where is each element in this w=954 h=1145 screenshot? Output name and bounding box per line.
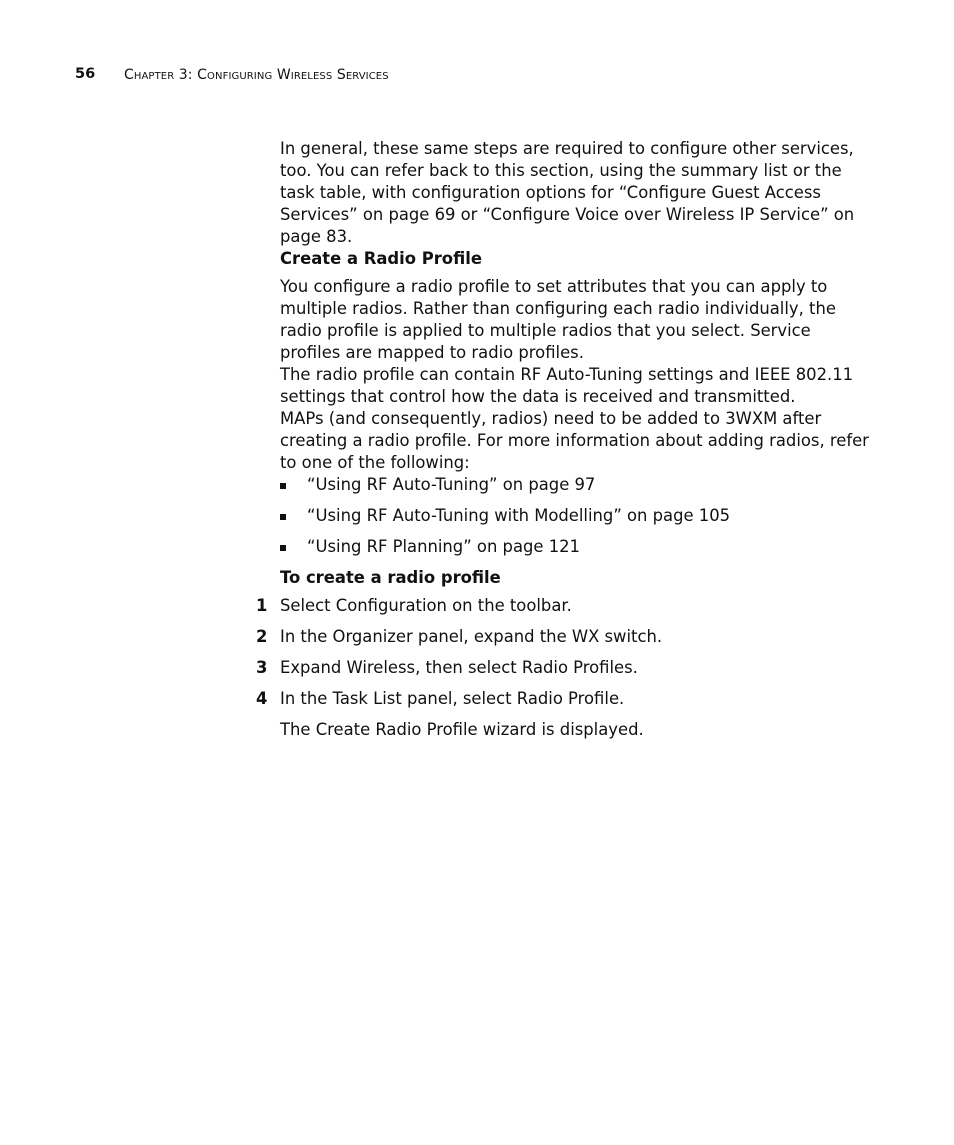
reference-list xyxy=(280,474,870,558)
step-number: 2 xyxy=(256,627,268,646)
section-paragraph-1: You configure a radio profile to set attributes that you can apply to multiple radios. Rather than configuring each radio individually, the radio profile is applied to multiple radios that you select. Service profiles are mapped to radio profiles. xyxy=(280,277,836,362)
list-item[interactable] xyxy=(280,505,870,527)
step-text: Expand Wireless, then select Radio Profiles. xyxy=(280,658,638,677)
procedure-step xyxy=(256,595,870,617)
step-number: 1 xyxy=(256,596,268,615)
square-bullet-icon xyxy=(280,545,286,551)
section-paragraph-2: The radio profile can contain RF Auto-Tuning settings and IEEE 802.11 settings that control how the data is received and transmitted. xyxy=(280,365,854,406)
procedure-steps xyxy=(256,595,870,710)
square-bullet-icon xyxy=(280,483,286,489)
procedure-step xyxy=(256,626,870,648)
procedure-step xyxy=(256,688,870,710)
reference-link[interactable]: “Using RF Auto-Tuning” on page 97 xyxy=(307,475,596,494)
main-content xyxy=(256,138,870,741)
step-number: 4 xyxy=(256,689,268,708)
page-number: 56 xyxy=(75,66,96,82)
running-head: Chapter 3: Configuring Wireless Services xyxy=(124,67,389,83)
step-text: Select Configuration on the toolbar. xyxy=(280,596,572,615)
procedure-result: The Create Radio Profile wizard is displayed. xyxy=(280,720,644,739)
step-number: 3 xyxy=(256,658,268,677)
reference-link[interactable]: “Using RF Auto-Tuning with Modelling” on page 105 xyxy=(307,506,731,525)
intro-paragraph: In general, these same steps are required to configure other services, too. You can refer back to this section, using the summary list or the task table, with configuration options for “Configure Guest Access Services” on page 69 or “Configure Voice over Wireless IP Service” on page 83. xyxy=(280,139,855,246)
list-item[interactable] xyxy=(280,536,870,558)
step-text: In the Task List panel, select Radio Profile. xyxy=(280,689,625,708)
step-text: In the Organizer panel, expand the WX switch. xyxy=(280,627,663,646)
procedure-title: To create a radio profile xyxy=(280,568,501,587)
square-bullet-icon xyxy=(280,514,286,520)
list-item[interactable] xyxy=(280,474,870,496)
section-paragraph-3: MAPs (and consequently, radios) need to be added to 3WXM after creating a radio profile. For more information about adding radios, refer to one of the following: xyxy=(280,409,869,472)
page-header xyxy=(0,66,954,88)
procedure-step xyxy=(256,657,870,679)
section-title: Create a Radio Profile xyxy=(280,249,482,268)
reference-link[interactable]: “Using RF Planning” on page 121 xyxy=(307,537,580,556)
